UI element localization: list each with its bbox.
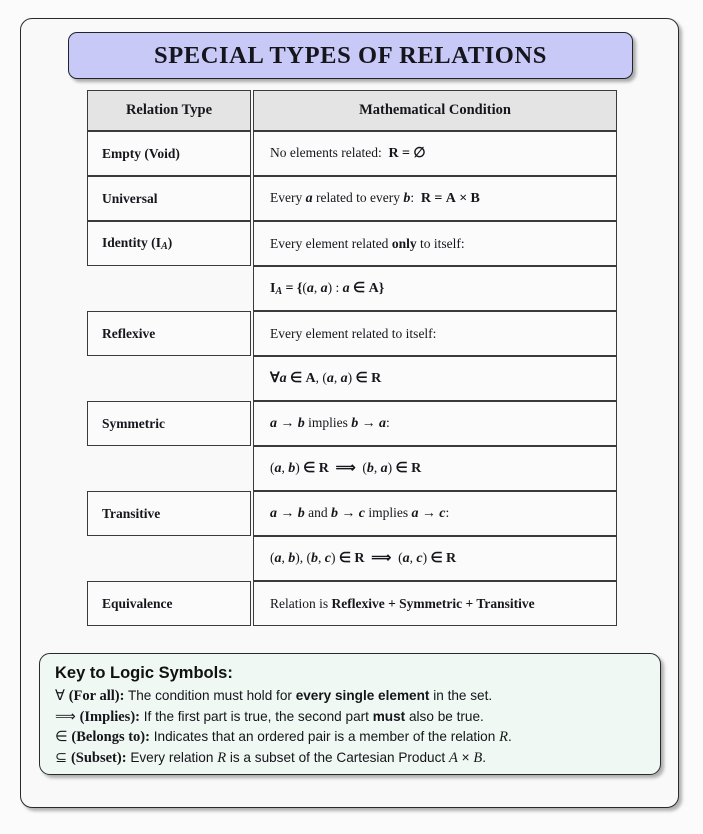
element-of-icon: ∈ [55, 729, 68, 745]
row-condition-text: (a, b), (b, c) ∈ R ⟹ (a, c) ∈ R [270, 550, 457, 566]
row-condition-cell [253, 176, 617, 221]
row-condition-cell [253, 131, 617, 176]
forall-icon: ∀ [55, 688, 65, 704]
row-condition-cell [253, 581, 617, 626]
subset-icon: ⊆ [55, 749, 68, 766]
row-condition-text: Every element related to itself: [270, 325, 437, 341]
legend-item-text-before: Indicates that an ordered pair is a member of the relation R. [153, 729, 512, 745]
row-type-label: Reflexive [102, 325, 156, 341]
legend-item-name: (Implies): [79, 708, 140, 725]
row-condition-cell [253, 221, 617, 266]
row-type-cell-empty [87, 446, 251, 491]
row-condition-text: ∀a ∈ A, (a, a) ∈ R [270, 370, 382, 386]
legend-item-text-after: in the set. [429, 688, 493, 703]
legend-item-name: (Belongs to): [71, 729, 150, 745]
row-condition-cell [253, 266, 617, 311]
row-type-cell-empty [87, 536, 251, 581]
table-row [87, 176, 617, 221]
row-type-label: Equivalence [102, 595, 173, 611]
table-row [87, 131, 617, 176]
legend-item-name: (For all): [68, 688, 125, 704]
document-frame [20, 18, 679, 808]
legend-item-text-before: If the first part is true, the second part [143, 708, 373, 724]
row-type-cell [87, 581, 251, 626]
header-cell-relation-type [87, 90, 251, 131]
title-banner [68, 32, 633, 79]
legend-item-text-after: also be true. [405, 708, 484, 724]
row-type-cell [87, 311, 251, 356]
legend-item-text-before: Every relation R is a subset of the Cartesian Product A × B. [130, 749, 486, 766]
legend-title: Key to Logic Symbols: [55, 664, 233, 682]
legend-item-subset [55, 748, 660, 769]
relations-table [87, 90, 617, 626]
table-row-continuation [87, 536, 617, 581]
row-condition-text: Every element related only to itself: [270, 235, 465, 251]
legend-item-forall [55, 686, 660, 707]
table-row-continuation [87, 356, 617, 401]
row-condition-cell [253, 401, 617, 446]
legend-item-text-before: The condition must hold for [127, 688, 296, 703]
row-type-cell [87, 221, 251, 266]
table-row [87, 491, 617, 536]
row-type-cell [87, 491, 251, 536]
row-condition-cell [253, 491, 617, 536]
legend-item-name: (Subset): [70, 749, 127, 766]
table-row [87, 221, 617, 266]
row-condition-text: No elements related: R = ∅ [270, 145, 426, 161]
row-type-label: Symmetric [102, 415, 165, 431]
row-type-label: Transitive [102, 505, 161, 521]
row-condition-text: a → b and b → c implies a → c: [270, 505, 450, 521]
table-row [87, 581, 617, 626]
row-condition-text: Every a related to every b: R = A × B [270, 190, 480, 206]
row-type-label: Empty (Void) [102, 145, 180, 161]
table-row [87, 401, 617, 446]
header-label-math-condition: Mathematical Condition [359, 102, 511, 118]
row-type-cell [87, 131, 251, 176]
header-cell-math-condition [253, 90, 617, 131]
legend-item-belongs-to [55, 727, 660, 748]
row-type-label: Identity $(I_A)$ [102, 234, 173, 253]
row-type-cell-empty [87, 356, 251, 401]
page-title: SPECIAL TYPES OF RELATIONS [154, 41, 547, 69]
table-header-row [87, 90, 617, 131]
table-row [87, 311, 617, 356]
row-condition-cell [253, 311, 617, 356]
row-type-cell [87, 176, 251, 221]
legend-item-implies [55, 707, 660, 728]
header-label-relation-type: Relation Type [125, 102, 213, 118]
legend-panel [39, 653, 661, 775]
table-row-continuation [87, 266, 617, 311]
row-type-label: Universal [102, 190, 158, 206]
row-condition-text: a → b implies b → a: [270, 415, 390, 431]
row-condition-cell [253, 536, 617, 581]
row-condition-text: $I_A = \{(a$, a) : a ∈ A} [270, 279, 385, 298]
row-condition-text: Relation is Reflexive + Symmetric + Transitive [270, 595, 535, 611]
row-type-cell-empty [87, 266, 251, 311]
row-type-cell [87, 401, 251, 446]
row-condition-text: (a, b) ∈ R ⟹ (b, a) ∈ R [270, 460, 422, 476]
legend-item-bold: every single element [295, 688, 430, 703]
legend-item-bold: must [372, 708, 406, 724]
row-condition-cell [253, 446, 617, 491]
row-condition-cell [253, 356, 617, 401]
implies-icon: ⟹ [55, 708, 76, 725]
table-row-continuation [87, 446, 617, 491]
